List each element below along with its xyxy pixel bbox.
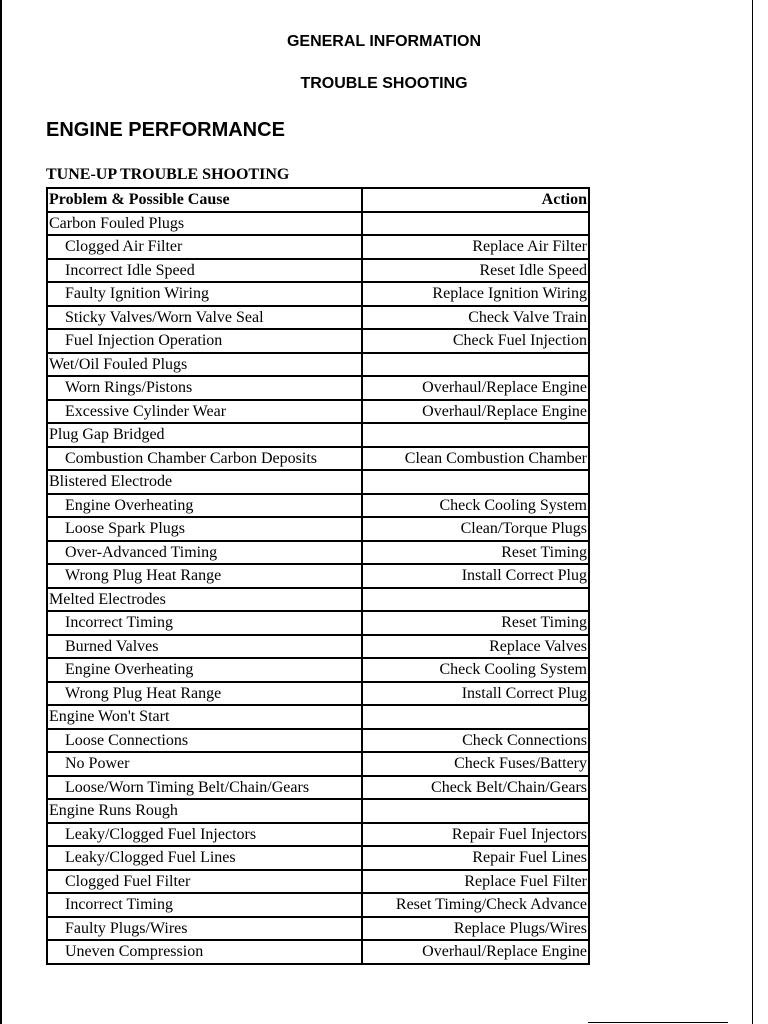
cause-cell: Engine Overheating xyxy=(47,658,362,682)
action-cell: Clean/Torque Plugs xyxy=(362,517,589,541)
action-cell: Overhaul/Replace Engine xyxy=(362,940,589,964)
cause-cell: Burned Valves xyxy=(47,635,362,659)
empty-action-cell xyxy=(362,705,589,729)
problem-cell: Wet/Oil Fouled Plugs xyxy=(47,353,362,377)
action-cell: Install Correct Plug xyxy=(362,682,589,706)
cause-cell: Loose/Worn Timing Belt/Chain/Gears xyxy=(47,776,362,800)
action-cell: Repair Fuel Lines xyxy=(362,846,589,870)
table-row xyxy=(47,635,589,659)
action-cell: Reset Timing/Check Advance xyxy=(362,893,589,917)
table-row xyxy=(47,282,589,306)
cause-cell: Over-Advanced Timing xyxy=(47,541,362,565)
column-header-action: Action xyxy=(362,188,589,212)
table-row xyxy=(47,259,589,283)
cause-cell: Worn Rings/Pistons xyxy=(47,376,362,400)
action-cell: Check Cooling System xyxy=(362,494,589,518)
problem-cell: Engine Runs Rough xyxy=(47,799,362,823)
cause-cell: No Power xyxy=(47,752,362,776)
action-cell: Overhaul/Replace Engine xyxy=(362,376,589,400)
cause-cell: Loose Spark Plugs xyxy=(47,517,362,541)
table-header-row xyxy=(47,188,589,212)
table-row xyxy=(47,376,589,400)
table-row xyxy=(47,917,589,941)
table-row xyxy=(47,400,589,424)
action-cell: Check Fuses/Battery xyxy=(362,752,589,776)
page-border-left xyxy=(0,0,2,1024)
document-header-trouble-shooting: TROUBLE SHOOTING xyxy=(300,75,468,92)
action-cell: Replace Valves xyxy=(362,635,589,659)
table-row xyxy=(47,564,589,588)
cause-cell: Uneven Compression xyxy=(47,940,362,964)
trouble-shooting-table xyxy=(46,187,590,965)
cause-cell: Incorrect Idle Speed xyxy=(47,259,362,283)
cause-cell: Wrong Plug Heat Range xyxy=(47,564,362,588)
table-row xyxy=(47,893,589,917)
table-row xyxy=(47,235,589,259)
cause-cell: Leaky/Clogged Fuel Lines xyxy=(47,846,362,870)
cause-cell: Incorrect Timing xyxy=(47,611,362,635)
action-cell: Install Correct Plug xyxy=(362,564,589,588)
cause-cell: Faulty Ignition Wiring xyxy=(47,282,362,306)
bottom-rule xyxy=(588,1022,728,1023)
action-cell: Check Cooling System xyxy=(362,658,589,682)
section-title: ENGINE PERFORMANCE xyxy=(46,119,285,141)
action-cell: Reset Idle Speed xyxy=(362,259,589,283)
table-row xyxy=(47,682,589,706)
cause-cell: Engine Overheating xyxy=(47,494,362,518)
table-row xyxy=(47,846,589,870)
cause-cell: Loose Connections xyxy=(47,729,362,753)
action-cell: Check Fuel Injection xyxy=(362,329,589,353)
cause-cell: Faulty Plugs/Wires xyxy=(47,917,362,941)
table-row xyxy=(47,541,589,565)
empty-action-cell xyxy=(362,423,589,447)
table-row xyxy=(47,940,589,964)
table-group-row xyxy=(47,588,589,612)
problem-cell: Plug Gap Bridged xyxy=(47,423,362,447)
table-row xyxy=(47,447,589,471)
cause-cell: Clogged Fuel Filter xyxy=(47,870,362,894)
table-row xyxy=(47,494,589,518)
action-cell: Replace Ignition Wiring xyxy=(362,282,589,306)
cause-cell: Wrong Plug Heat Range xyxy=(47,682,362,706)
action-cell: Reset Timing xyxy=(362,611,589,635)
cause-cell: Combustion Chamber Carbon Deposits xyxy=(47,447,362,471)
problem-cell: Carbon Fouled Plugs xyxy=(47,212,362,236)
table-group-row xyxy=(47,212,589,236)
table-group-row xyxy=(47,799,589,823)
table-title: TUNE-UP TROUBLE SHOOTING xyxy=(46,166,290,183)
table-row xyxy=(47,752,589,776)
cause-cell: Incorrect Timing xyxy=(47,893,362,917)
document-header-general-information: GENERAL INFORMATION xyxy=(286,33,482,50)
column-header-problem: Problem & Possible Cause xyxy=(47,188,362,212)
action-cell: Check Connections xyxy=(362,729,589,753)
table-group-row xyxy=(47,705,589,729)
cause-cell: Clogged Air Filter xyxy=(47,235,362,259)
empty-action-cell xyxy=(362,353,589,377)
action-cell: Check Valve Train xyxy=(362,306,589,330)
action-cell: Repair Fuel Injectors xyxy=(362,823,589,847)
table-row xyxy=(47,729,589,753)
table-row xyxy=(47,870,589,894)
table-body xyxy=(47,188,589,964)
cause-cell: Fuel Injection Operation xyxy=(47,329,362,353)
action-cell: Check Belt/Chain/Gears xyxy=(362,776,589,800)
action-cell: Replace Plugs/Wires xyxy=(362,917,589,941)
table-group-row xyxy=(47,353,589,377)
action-cell: Replace Air Filter xyxy=(362,235,589,259)
problem-cell: Blistered Electrode xyxy=(47,470,362,494)
table-row xyxy=(47,517,589,541)
cause-cell: Excessive Cylinder Wear xyxy=(47,400,362,424)
table-row xyxy=(47,306,589,330)
empty-action-cell xyxy=(362,799,589,823)
table-row xyxy=(47,823,589,847)
action-cell: Overhaul/Replace Engine xyxy=(362,400,589,424)
empty-action-cell xyxy=(362,470,589,494)
table-row xyxy=(47,611,589,635)
empty-action-cell xyxy=(362,212,589,236)
table-row xyxy=(47,776,589,800)
cause-cell: Leaky/Clogged Fuel Injectors xyxy=(47,823,362,847)
table-row xyxy=(47,658,589,682)
problem-cell: Melted Electrodes xyxy=(47,588,362,612)
problem-cell: Engine Won't Start xyxy=(47,705,362,729)
action-cell: Clean Combustion Chamber xyxy=(362,447,589,471)
table-group-row xyxy=(47,423,589,447)
table-group-row xyxy=(47,470,589,494)
action-cell: Replace Fuel Filter xyxy=(362,870,589,894)
cause-cell: Sticky Valves/Worn Valve Seal xyxy=(47,306,362,330)
action-cell: Reset Timing xyxy=(362,541,589,565)
table-row xyxy=(47,329,589,353)
empty-action-cell xyxy=(362,588,589,612)
page-border-right xyxy=(752,0,753,1024)
